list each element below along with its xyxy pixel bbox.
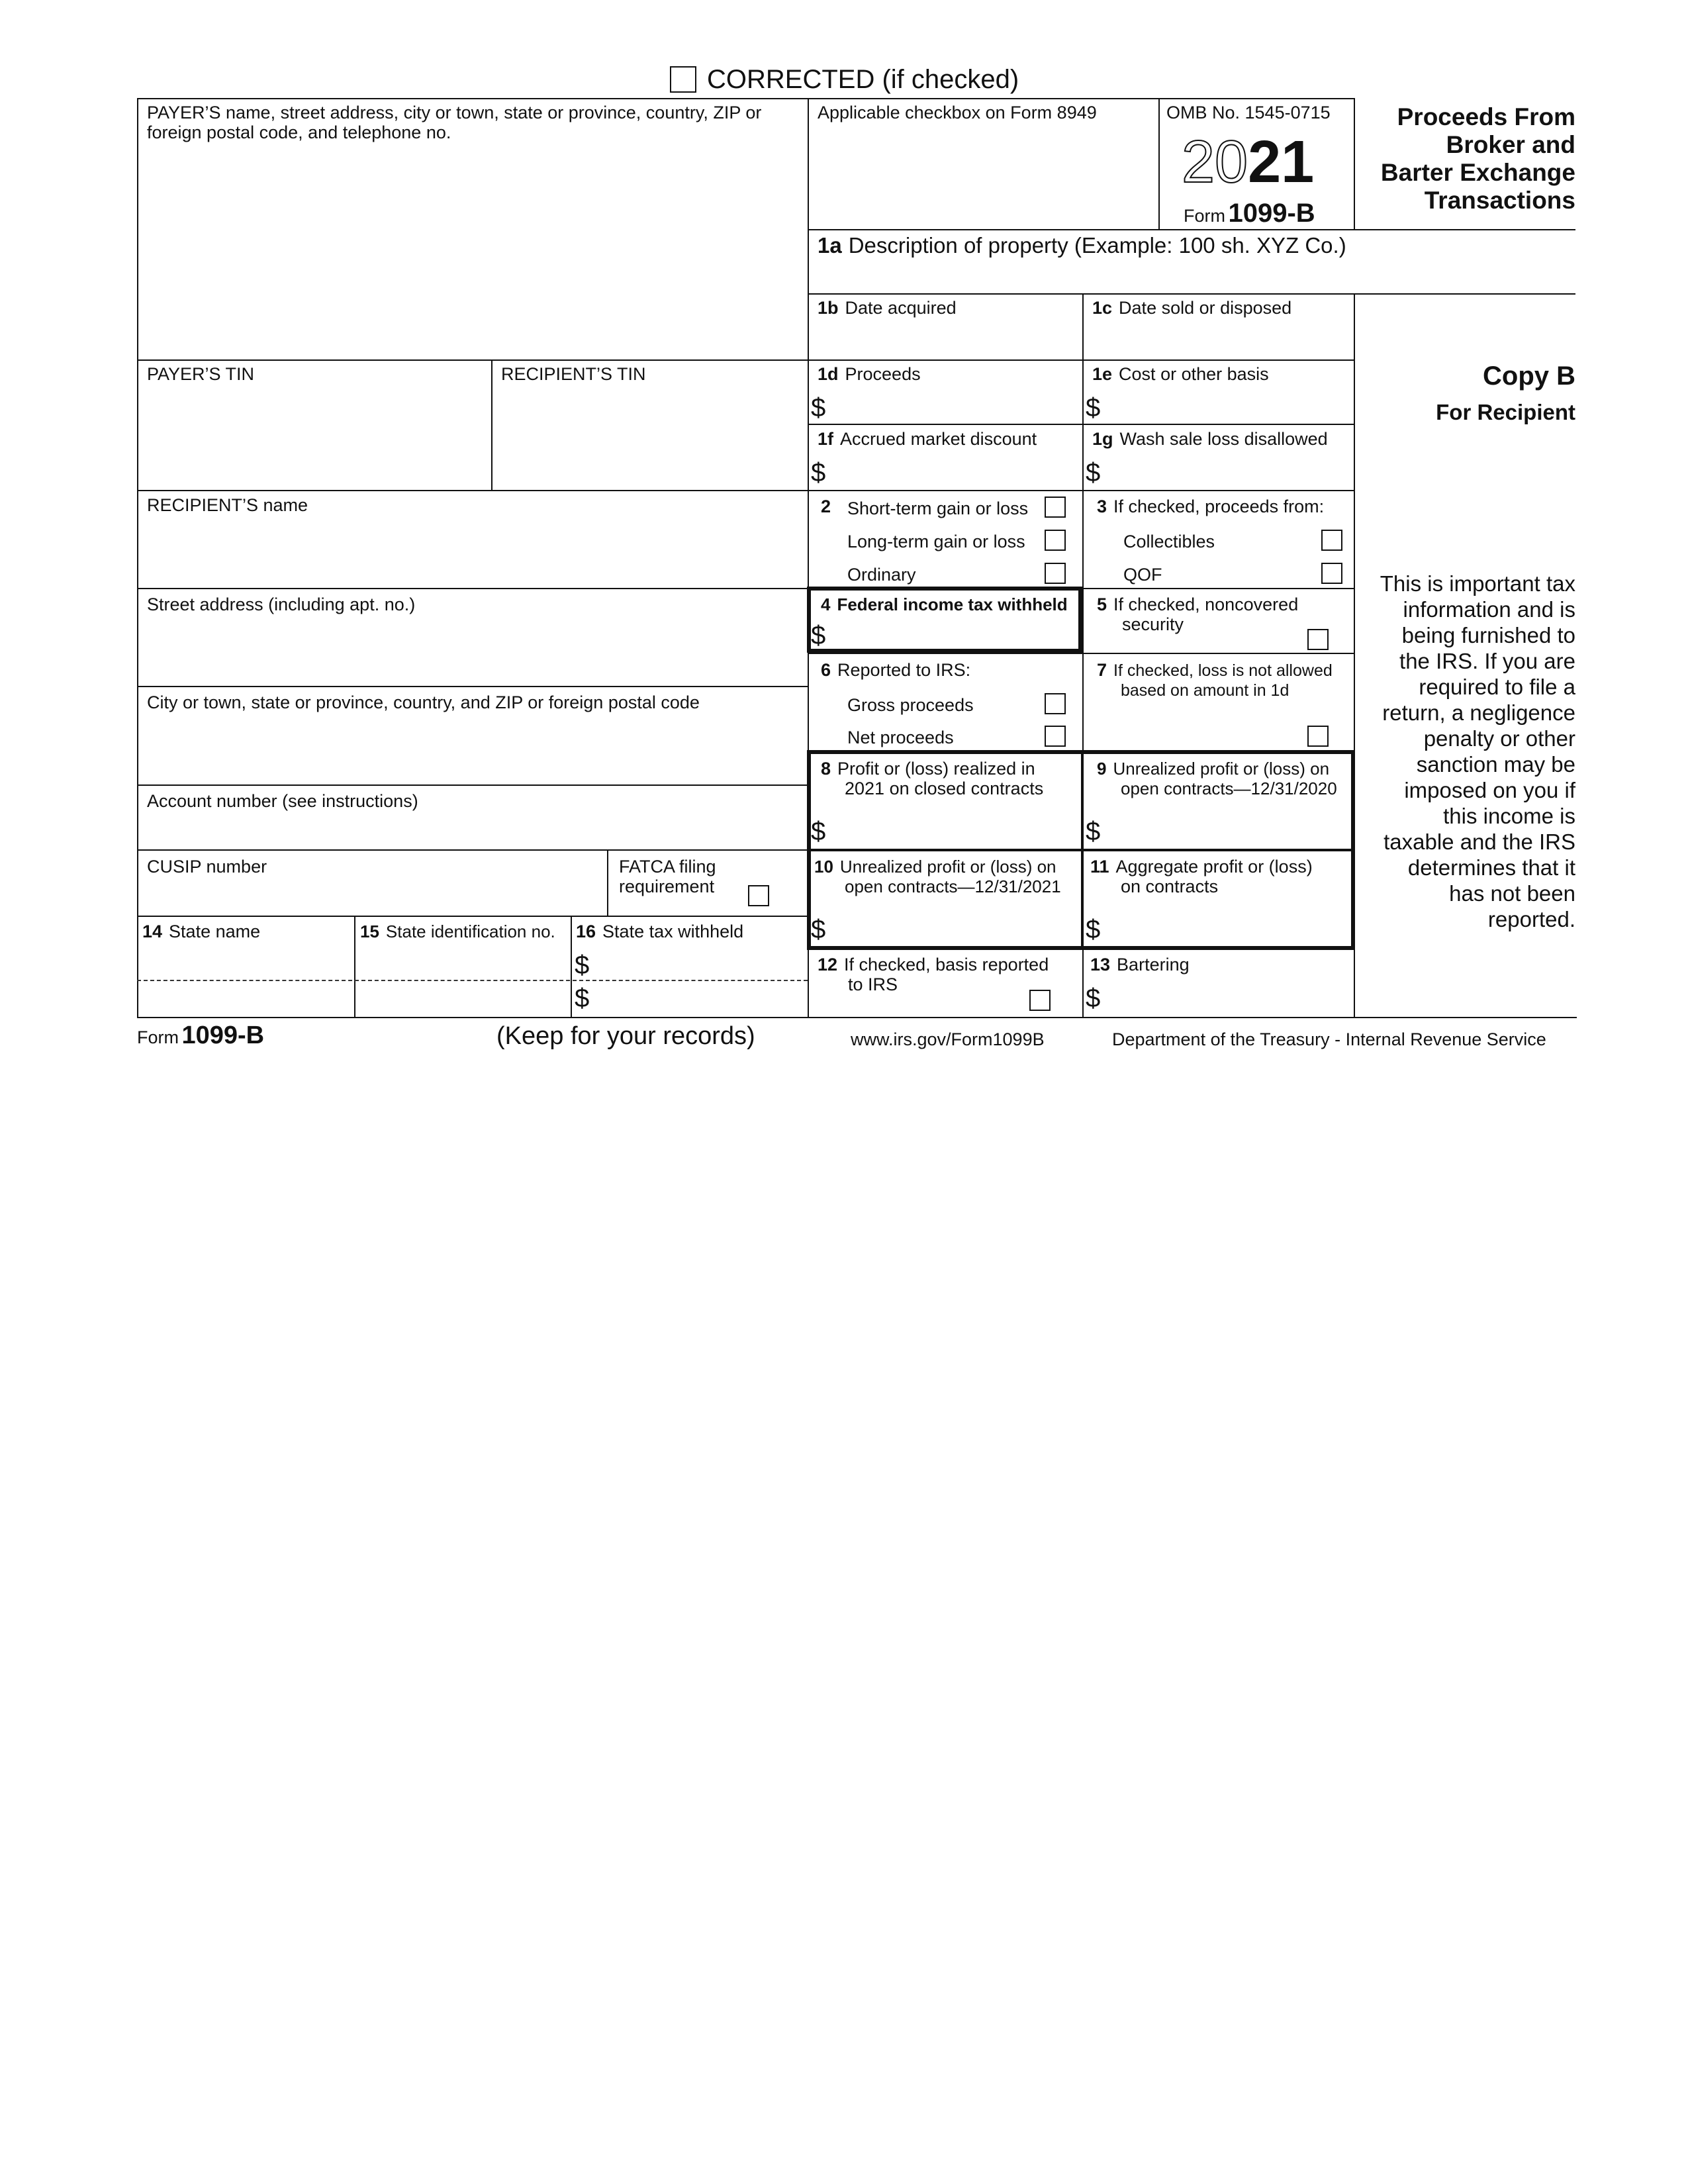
- box1b-text: Date acquired: [845, 298, 957, 318]
- box1c-number: 1c: [1092, 298, 1113, 318]
- box1g-number: 1g: [1092, 429, 1113, 449]
- box5-line: security: [1122, 614, 1184, 634]
- box1d-field[interactable]: [831, 391, 1079, 422]
- footer-form-word: Form: [137, 1027, 179, 1047]
- box7-line: based on amount in 1d: [1121, 681, 1289, 700]
- box7-number: 7: [1097, 660, 1107, 680]
- year-outline: 20: [1182, 129, 1248, 195]
- corrected-checkbox[interactable]: [670, 66, 696, 93]
- box12-line: to IRS: [848, 974, 898, 994]
- box13-dollar: $: [1086, 984, 1101, 1013]
- box1d-number: 1d: [818, 364, 839, 384]
- box16-text: State tax withheld: [602, 922, 744, 941]
- notice-line: imposed on you if: [1404, 778, 1575, 802]
- box13-field[interactable]: [1105, 981, 1347, 1013]
- payer-name-field[interactable]: [139, 146, 806, 357]
- box9-line: Unrealized profit or (loss) on: [1113, 759, 1330, 779]
- box9-line: open contracts—12/31/2020: [1121, 779, 1337, 798]
- box1e-text: Cost or other basis: [1119, 364, 1269, 384]
- box11-line: on contracts: [1121, 877, 1219, 896]
- box1e-field[interactable]: [1105, 391, 1350, 422]
- fatca-checkbox[interactable]: [748, 885, 769, 906]
- form-title-line: Proceeds From: [1397, 103, 1575, 130]
- recipient-tin-field[interactable]: [493, 387, 806, 488]
- state-id-field[interactable]: [357, 983, 569, 1015]
- box9-number: 9: [1097, 759, 1107, 779]
- box9-dollar: $: [1086, 817, 1101, 846]
- box14-text: State name: [169, 922, 261, 941]
- notice-line: return, a negligence: [1382, 700, 1575, 725]
- box8-line: 2021 on closed contracts: [845, 779, 1044, 798]
- street-field[interactable]: [139, 617, 806, 685]
- box1f-dollar: $: [811, 458, 826, 487]
- box4-label: [821, 594, 1068, 614]
- box10-label: [814, 857, 1061, 896]
- box4-number: 4: [821, 594, 831, 614]
- state-tax-field[interactable]: [594, 948, 805, 978]
- loss-not-allowed-checkbox[interactable]: [1307, 726, 1329, 747]
- noncovered-checkbox[interactable]: [1307, 629, 1329, 650]
- box1a-field[interactable]: [809, 261, 1570, 292]
- box1g-label: [1092, 429, 1328, 449]
- box11-label: [1090, 857, 1313, 896]
- notice-line: this income is: [1443, 804, 1575, 828]
- box1e-label: [1092, 364, 1269, 384]
- box16-dollar: $: [575, 951, 590, 980]
- box2-option-label: Ordinary: [847, 565, 916, 585]
- corrected-label: CORRECTED (if checked): [707, 65, 1019, 94]
- box2-number: 2: [821, 497, 831, 516]
- box6-text: Reported to IRS:: [837, 660, 971, 680]
- footer-keep: (Keep for your records): [496, 1022, 755, 1050]
- box1a-number: 1a: [818, 233, 842, 258]
- footer-department: Department of the Treasury - Internal Revenue Service: [1112, 1029, 1546, 1049]
- footer-form-id: [137, 1021, 264, 1050]
- long-term-checkbox[interactable]: [1045, 530, 1066, 551]
- notice-line: penalty or other: [1423, 726, 1575, 751]
- box11-line: Aggregate profit or (loss): [1115, 857, 1313, 877]
- notice-line: being furnished to: [1401, 623, 1575, 647]
- box16-dollar: $: [575, 984, 590, 1013]
- box1a-label: [818, 233, 1346, 258]
- recipient-name-label: RECIPIENT’S name: [147, 495, 308, 515]
- box9-label: [1097, 759, 1337, 798]
- account-number-field[interactable]: [139, 813, 806, 847]
- fatca-label: [619, 857, 716, 896]
- box16-number: 16: [576, 922, 596, 941]
- notice-line: required to file a: [1419, 675, 1575, 699]
- fatca-line: FATCA filing: [619, 857, 716, 877]
- box1b-label: [818, 298, 957, 318]
- box10-dollar: $: [811, 915, 826, 944]
- payer-tin-label: PAYER’S TIN: [147, 364, 255, 384]
- form-id: [1184, 199, 1315, 228]
- notice-line: information and is: [1403, 597, 1575, 622]
- recipient-tin-label: RECIPIENT’S TIN: [501, 364, 646, 384]
- box14-label: [142, 922, 260, 941]
- box10-number: 10: [814, 857, 833, 877]
- form-title-line: Transactions: [1424, 187, 1575, 214]
- tax-year: [1182, 131, 1314, 193]
- box1b-number: 1b: [818, 298, 839, 318]
- box4-text: Federal income tax withheld: [837, 594, 1068, 614]
- box16-label: [576, 922, 743, 941]
- form-number: 1099-B: [1228, 199, 1315, 228]
- box1c-text: Date sold or disposed: [1119, 298, 1292, 318]
- box2-option-label: Short-term gain or loss: [847, 499, 1029, 518]
- notice-line: has not been: [1449, 881, 1575, 906]
- payer-tin-field[interactable]: [139, 387, 490, 488]
- box1d-text: Proceeds: [845, 364, 921, 384]
- box1e-dollar: $: [1086, 393, 1101, 422]
- fatca-line: requirement: [619, 877, 715, 896]
- box1c-label: [1092, 298, 1291, 318]
- notice-line: determines that it: [1407, 855, 1575, 880]
- box12-number: 12: [818, 955, 838, 974]
- box5-line: If checked, noncovered: [1113, 594, 1299, 614]
- box1f-label: [818, 429, 1037, 449]
- box8-dollar: $: [811, 817, 826, 846]
- box5-label: [1097, 594, 1298, 634]
- form-title: [1381, 103, 1575, 214]
- box1c-field[interactable]: [1084, 321, 1352, 358]
- form-title-line: Barter Exchange: [1380, 159, 1575, 186]
- gross-proceeds-checkbox[interactable]: [1045, 693, 1066, 714]
- box1g-dollar: $: [1086, 458, 1101, 487]
- box3-text: If checked, proceeds from:: [1113, 497, 1325, 516]
- footer-form-number: 1099-B: [181, 1021, 265, 1049]
- box1f-text: Accrued market discount: [840, 429, 1037, 449]
- box11-number: 11: [1090, 857, 1109, 877]
- box3-label: [1097, 497, 1324, 516]
- box13-text: Bartering: [1117, 955, 1190, 974]
- copy-b-label: Copy B: [1483, 361, 1575, 391]
- notice-line: taxable and the IRS: [1383, 830, 1575, 854]
- box8-label: [821, 759, 1043, 798]
- for-recipient-label: For Recipient: [1436, 400, 1575, 424]
- box9-field[interactable]: [1105, 814, 1347, 846]
- box1g-field[interactable]: [1105, 455, 1350, 487]
- box12-label: [818, 955, 1049, 994]
- box13-label: [1090, 955, 1190, 974]
- box2-option-label: Long-term gain or loss: [847, 532, 1025, 551]
- box3-option-label: QOF: [1123, 565, 1162, 585]
- ordinary-checkbox[interactable]: [1045, 563, 1066, 584]
- box6-option-label: Gross proceeds: [847, 695, 974, 715]
- box10-line: Unrealized profit or (loss) on: [839, 857, 1056, 877]
- form-title-line: Broker and: [1446, 131, 1575, 158]
- year-bold: 21: [1248, 129, 1315, 195]
- box13-number: 13: [1090, 955, 1111, 974]
- box1g-text: Wash sale loss disallowed: [1119, 429, 1328, 449]
- street-label: Street address (including apt. no.): [147, 594, 416, 614]
- box6-number: 6: [821, 660, 831, 680]
- omb-number: OMB No. 1545-0715: [1166, 103, 1331, 122]
- important-notice: [1380, 571, 1575, 932]
- payer-name-label: PAYER’S name, street address, city or town, state or province, country, ZIP or foreign postal code, and telephone no.: [147, 103, 762, 142]
- box10-line: open contracts—12/31/2021: [845, 877, 1061, 896]
- box8-field[interactable]: [831, 814, 1076, 846]
- box1d-dollar: $: [811, 393, 826, 422]
- box3-option-label: Collectibles: [1123, 532, 1215, 551]
- notice-line: the IRS. If you are: [1399, 649, 1575, 673]
- footer-url[interactable]: www.irs.gov/Form1099B: [851, 1029, 1045, 1049]
- box1f-number: 1f: [818, 429, 834, 449]
- basis-reported-checkbox[interactable]: [1029, 990, 1051, 1011]
- notice-line: reported.: [1487, 907, 1575, 931]
- state-name-field[interactable]: [139, 983, 352, 1015]
- box11-field[interactable]: [1105, 912, 1347, 944]
- notice-line: This is important tax: [1380, 571, 1575, 596]
- box12-line: If checked, basis reported: [844, 955, 1049, 974]
- box1e-number: 1e: [1092, 364, 1113, 384]
- box6-option-label: Net proceeds: [847, 728, 954, 747]
- box14-number: 14: [142, 922, 163, 941]
- box4-field[interactable]: [831, 618, 1076, 649]
- box3-number: 3: [1097, 497, 1107, 516]
- box6-label: [821, 660, 970, 680]
- box15-number: 15: [360, 922, 379, 941]
- account-number-label: Account number (see instructions): [147, 791, 418, 811]
- cusip-field[interactable]: [139, 878, 606, 914]
- box5-number: 5: [1097, 594, 1107, 614]
- recipient-name-field[interactable]: [139, 518, 806, 587]
- form-word: Form: [1184, 206, 1225, 226]
- short-term-checkbox[interactable]: [1045, 497, 1066, 518]
- notice-line: sanction may be: [1416, 752, 1575, 777]
- box4-dollar: $: [811, 621, 826, 650]
- city-field[interactable]: [139, 715, 806, 783]
- box15-label: [360, 922, 555, 941]
- box15-text: State identification no.: [385, 922, 555, 941]
- box1f-field[interactable]: [831, 455, 1079, 487]
- qof-checkbox[interactable]: [1321, 563, 1342, 584]
- box1d-label: [818, 364, 921, 384]
- box1b-field[interactable]: [809, 321, 1081, 358]
- box7-label: [1097, 660, 1333, 700]
- box7-line: If checked, loss is not allowed: [1113, 661, 1333, 680]
- city-label: City or town, state or province, country, and ZIP or foreign postal code: [147, 692, 700, 712]
- box11-dollar: $: [1086, 915, 1101, 944]
- form8949-label: Applicable checkbox on Form 8949: [818, 103, 1097, 122]
- net-proceeds-checkbox[interactable]: [1045, 726, 1066, 747]
- box10-field[interactable]: [831, 912, 1076, 944]
- box1a-text: Description of property (Example: 100 sh. XYZ Co.): [848, 233, 1346, 258]
- collectibles-checkbox[interactable]: [1321, 530, 1342, 551]
- cusip-label: CUSIP number: [147, 857, 267, 877]
- box8-number: 8: [821, 759, 831, 779]
- box8-line: Profit or (loss) realized in: [837, 759, 1035, 779]
